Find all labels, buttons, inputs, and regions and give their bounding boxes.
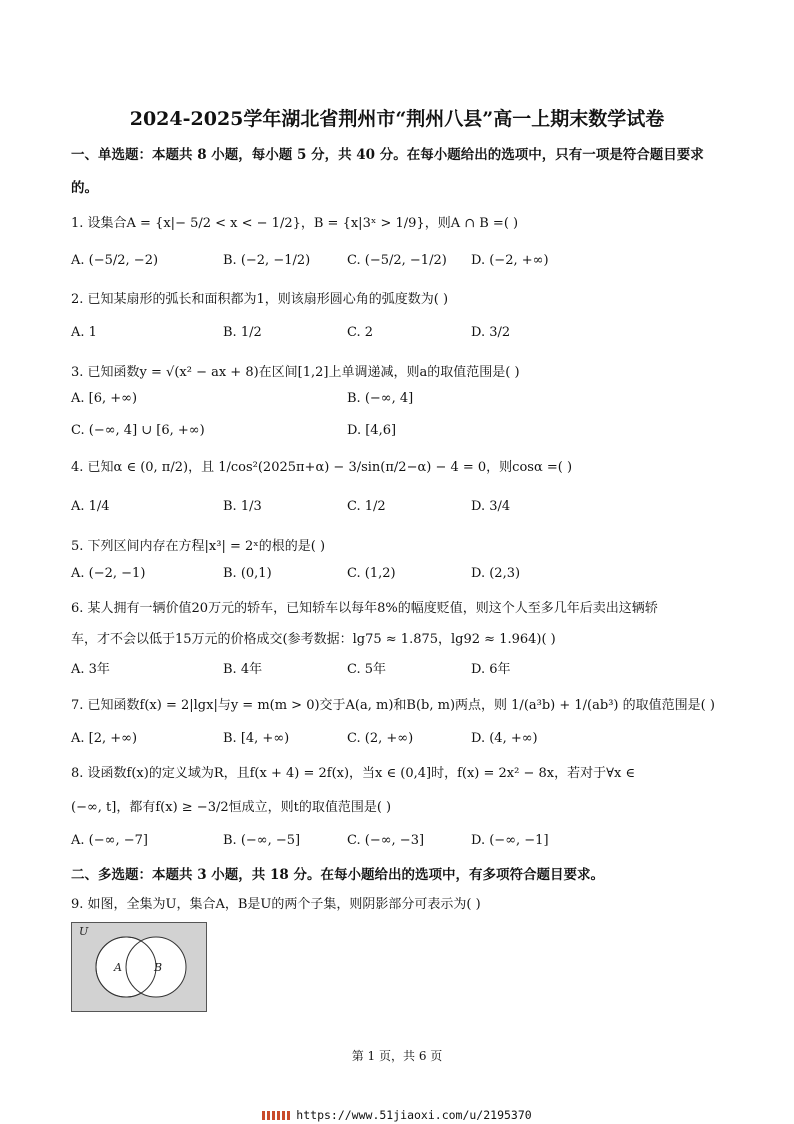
question-7-stem: 7. 已知函数f(x) = 2|lgx|与y = m(m > 0)交于A(a, m)和B(b, m)两点，则 1/(a³b) + 1/(ab³) 的取值范围是( )	[71, 698, 715, 713]
question-5-option-b: B. (0,1)	[223, 566, 272, 581]
question-6-option-a: A. 3年	[71, 662, 110, 677]
question-3-stem: 3. 已知函数y = √(x² − ax + 8)在区间[1,2]上单调递减，则a的取值范围是( )	[71, 365, 520, 380]
page-footer: 第 1 页，共 6 页	[351, 1049, 443, 1063]
question-1-option-d: D. (−2, +∞)	[471, 253, 549, 268]
question-5-stem: 5. 下列区间内存在方程|x³| = 2ˣ的根的是( )	[71, 539, 326, 554]
question-6-option-c: C. 5年	[347, 662, 387, 677]
watermark-logo-icon	[262, 1111, 290, 1120]
question-8-option-d: D. (−∞, −1]	[471, 833, 549, 848]
question-5-option-c: C. (1,2)	[347, 566, 396, 581]
question-1-option-c: C. (−5/2, −1/2)	[347, 253, 447, 268]
question-6-stem-cont: 车，才不会以低于15万元的价格成交(参考数据：lg75 ≈ 1.875，lg92 ≈ 1.964)( )	[71, 632, 556, 647]
question-8-option-c: C. (−∞, −3]	[347, 833, 425, 848]
question-2-option-b: B. 1/2	[223, 325, 262, 340]
question-8-stem: 8. 设函数f(x)的定义域为R，且f(x + 4) = 2f(x)，当x ∈ (0,4]时，f(x) = 2x² − 8x，若对于∀x ∈	[71, 766, 636, 781]
question-5-option-d: D. (2,3)	[471, 566, 521, 581]
question-1-stem: 1. 设集合A = {x|− 5/2 < x < − 1/2}，B = {x|3ˣ > 1/9}，则A ∩ B =( )	[71, 216, 519, 231]
question-9-stem: 9. 如图，全集为U，集合A，B是U的两个子集，则阴影部分可表示为( )	[71, 897, 481, 912]
question-2-option-a: A. 1	[71, 325, 97, 340]
venn-svg	[72, 923, 206, 1011]
question-3-option-d: D. [4,6]	[347, 423, 397, 438]
section1-heading: 一、单选题：本题共 8 小题，每小题 5 分，共 40 分。在每小题给出的选项中，只有一项是符合题目要求	[71, 147, 704, 163]
question-2-option-c: C. 2	[347, 325, 374, 340]
question-3-option-c: C. (−∞, 4] ∪ [6, +∞)	[71, 423, 205, 438]
watermark	[0, 1108, 794, 1122]
question-2-option-d: D. 3/2	[471, 325, 511, 340]
page-title: 2024-2025学年湖北省荆州市“荆州八县”高一上期末数学试卷	[129, 108, 665, 130]
question-1-option-b: B. (−2, −1/2)	[223, 253, 311, 268]
section2-heading: 二、多选题：本题共 3 小题，共 18 分。在每小题给出的选项中，有多项符合题目要求。	[71, 867, 604, 883]
question-4-option-b: B. 1/3	[223, 499, 262, 514]
watermark-url: https://www.51jiaoxi.com/u/2195370	[296, 1108, 532, 1122]
question-6-stem: 6. 某人拥有一辆价值20万元的轿车，已知轿车以每年8%的幅度贬值，则这个人至多几年后卖出这辆轿	[71, 601, 658, 616]
question-4-option-a: A. 1/4	[71, 499, 110, 514]
question-7-option-d: D. (4, +∞)	[471, 731, 538, 746]
question-4-stem: 4. 已知α ∈ (0, π/2)，且 1/cos²(2025π+α) − 3/sin(π/2−α) − 4 = 0，则cosα =( )	[71, 460, 573, 475]
question-7-option-b: B. [4, +∞)	[223, 731, 290, 746]
venn-label-b: B	[154, 961, 163, 974]
question-6-option-d: D. 6年	[471, 662, 511, 677]
question-5-option-a: A. (−2, −1)	[71, 566, 146, 581]
question-3-option-a: A. [6, +∞)	[71, 391, 138, 406]
question-4-option-c: C. 1/2	[347, 499, 386, 514]
question-4-option-d: D. 3/4	[471, 499, 511, 514]
question-8-option-a: A. (−∞, −7]	[71, 833, 148, 848]
question-8-stem-cont: (−∞, t]，都有f(x) ≥ −3/2恒成立，则t的取值范围是( )	[71, 800, 392, 815]
question-6-option-b: B. 4年	[223, 662, 263, 677]
question-8-option-b: B. (−∞, −5]	[223, 833, 301, 848]
question-7-option-c: C. (2, +∞)	[347, 731, 414, 746]
venn-diagram	[71, 922, 207, 1012]
question-3-option-b: B. (−∞, 4]	[347, 391, 414, 406]
venn-label-a: A	[114, 961, 122, 974]
venn-label-u: U	[79, 925, 89, 938]
section1-heading-cont: 的。	[71, 180, 98, 196]
question-7-option-a: A. [2, +∞)	[71, 731, 138, 746]
question-2-stem: 2. 已知某扇形的弧长和面积都为1，则该扇形圆心角的弧度数为( )	[71, 292, 449, 307]
question-1-option-a: A. (−5/2, −2)	[71, 253, 159, 268]
